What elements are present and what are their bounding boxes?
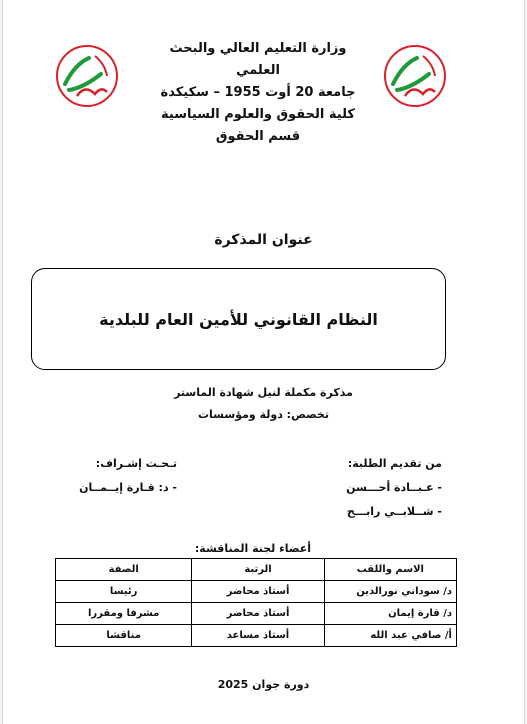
column-header: الرتبة <box>192 559 324 581</box>
supervision-heading: تـحـت إشـراف: <box>95 457 177 470</box>
column-header: الصفة <box>56 559 192 581</box>
document-page <box>2 0 525 724</box>
student-name: - عـبــادة أحـــسن <box>346 481 442 494</box>
jury-member-rank: أستاذ محاضر <box>192 581 324 603</box>
supervisor-name: - د: قـارة إيــمــان <box>79 481 177 494</box>
jury-member-rank: أستاذ مساعد <box>192 625 324 647</box>
jury-member-rank: أستاذ محاضر <box>192 603 324 625</box>
institution-header <box>153 38 363 148</box>
jury-member-role: رئيسا <box>56 581 192 603</box>
university-logo <box>55 44 119 108</box>
table-row <box>56 625 457 647</box>
jury-member-name: د/ قارة إيمان <box>324 603 456 625</box>
ministry-name: وزارة التعليم العالي والبحث العلمي <box>169 41 347 78</box>
students-block <box>346 452 442 524</box>
university-logo <box>383 44 447 108</box>
thesis-title-box <box>31 268 446 370</box>
jury-table <box>55 558 457 647</box>
faculty-name: كلية الحقوق والعلوم السياسية <box>161 107 355 122</box>
students-heading: من تقديم الطلبة: <box>347 457 442 470</box>
thesis-title-label: عنوان المذكرة <box>214 232 313 248</box>
table-row <box>56 581 457 603</box>
jury-header-row <box>56 559 457 581</box>
jury-member-name: أ/ صافي عبد الله <box>324 625 456 647</box>
jury-member-role: مشرفا ومقررا <box>56 603 192 625</box>
student-name: - شــلابــي رابـــح <box>346 505 442 518</box>
jury-heading: أعضاء لجنة المناقشة: <box>194 542 311 555</box>
column-header: الاسم واللقب <box>324 559 456 581</box>
university-name: جامعة 20 أوت 1955 – سكيكدة <box>160 85 356 100</box>
department-name: قسم الحقوق <box>215 129 301 144</box>
supervision-block <box>57 452 177 500</box>
jury-member-role: مناقشا <box>56 625 192 647</box>
table-row <box>56 603 457 625</box>
thesis-specialty: تخصص: دولة ومؤسسات <box>198 408 329 421</box>
session-date: دورة جوان 2025 <box>217 678 310 691</box>
thesis-purpose: مذكرة مكملة لنيل شهادة الماستر <box>174 386 353 399</box>
jury-member-name: د/ سوداني نورالدين <box>324 581 456 603</box>
thesis-title: النظام القانوني للأمين العام للبلدية <box>99 309 378 329</box>
